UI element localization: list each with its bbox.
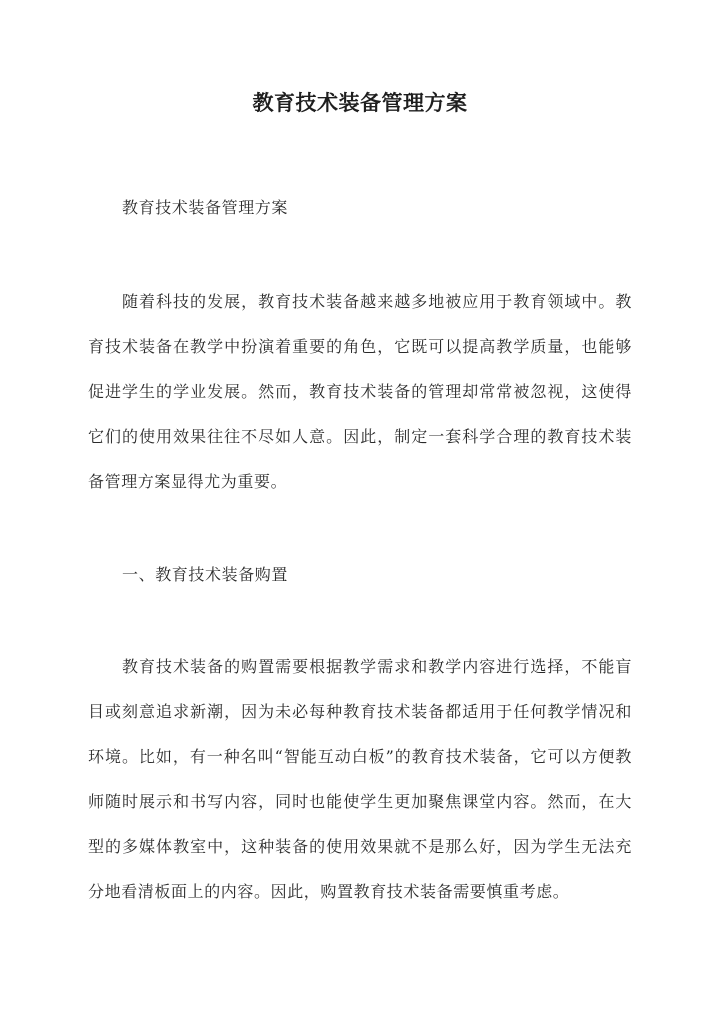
page-title: 教育技术装备管理方案 [252,90,468,115]
section-paragraph-purchase: 教育技术装备的购置需要根据教学需求和教学内容进行选择，不能盲目或刻意追求新潮，因为未必每种教育技术装备都适用于任何教学情况和环境。比如，有一种名叫“智能互动白板”的教育技术装备，它可以方便教师随时展示和书写内容，同时也能使学生更加聚焦课堂内容。然而，在大型的多媒体教室中，这种装备的使用效果就不是那么好，因为学生无法充分地看清板面上的内容。因此，购置教育技术装备需要慎重考虑。 [88,657,632,901]
document-subtitle: 教育技术装备管理方案 [122,198,289,217]
section-heading-purchase: 一、教育技术装备购置 [122,565,289,584]
intro-paragraph: 随着科技的发展，教育技术装备越来越多地被应用于教育领域中。教育技术装备在教学中扮演着重要的角色，它既可以提高教学质量，也能够促进学生的学业发展。然而，教育技术装备的管理却常常被忽视，这使得它们的使用效果往往不尽如人意。因此，制定一套科学合理的教育技术装备管理方案显得尤为重要。 [88,292,632,491]
